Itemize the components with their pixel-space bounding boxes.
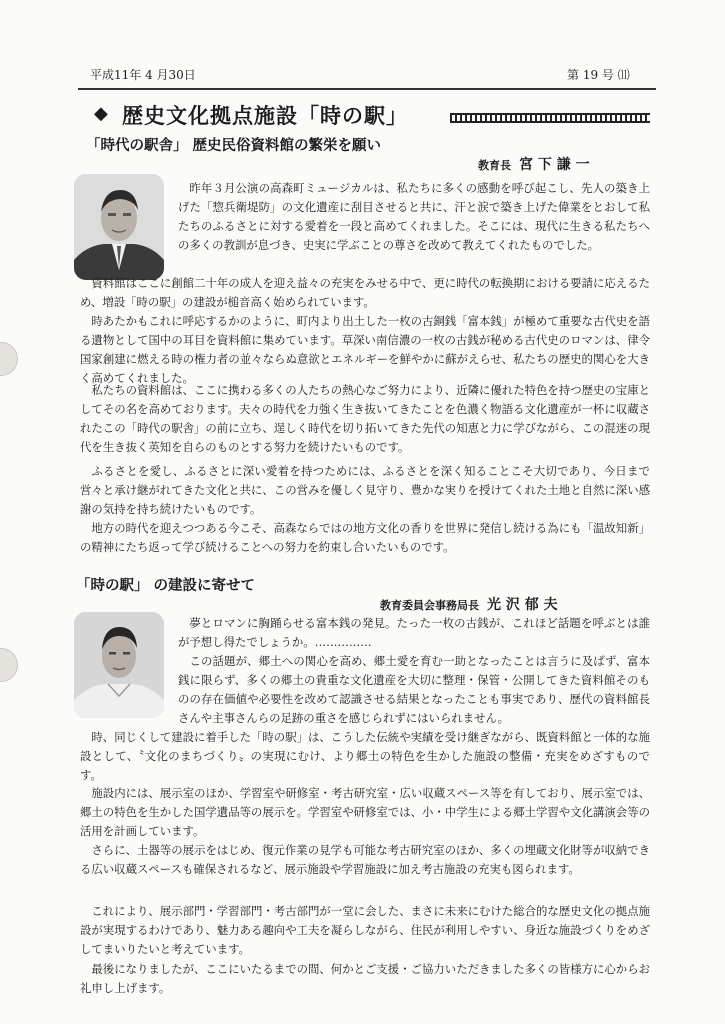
article1-author-name: 宮 下 謙 一 (519, 157, 590, 173)
article1-paragraph: 時あたかもこれに呼応するかのように、町内より出土した一枚の古銅銭「富本銭」が極めて重要な古代史を語る遺物として国中の耳目を資料館に集めています。草深い南信濃の一枚の古銭が秘める古代史のロマンは、律令国家創建に燃える時の権力者の並々ならぬ意欲とエネルギーを鮮やかに蘇がえらせ、私たちの歴史的関心を大きく高めてくれました。 (80, 314, 650, 385)
issue-number: 第 19 号 ⑾ (567, 68, 630, 82)
article2-paragraph: これにより、展示部門・学習部門・考古部門が一堂に会した、まさに未来にむけた総合的な歴史文化の拠点施設が実現するわけであり、魅力ある趣向や工夫を凝らしながら、住民が利用しやすい、身近な施設づくりをめざしてまいりたいと考えています。 (80, 904, 650, 956)
page-title: 歴史文化拠点施設「時の駅」 (122, 103, 408, 128)
article2-paragraph: 施設内には、展示室のほか、学習室や研修室・考古研究室・広い収蔵スペース等を有しており、展示室では、郷土の特色を生かした国学遺品等の展示を。学習室や研修室では、小・中学生による郷土学習や文化講演会等の活用を計画しています。 (80, 786, 650, 838)
article1-paragraph: 資料館はここに創館二十年の成人を迎え益々の充実をみせる中で、更に時代の転換期における要請に応えるため、増設「時の駅」の建設が槌音高く始められています。 (80, 276, 650, 309)
article1-author (478, 154, 590, 174)
article2-paragraph: 夢とロマンに胸踊らせる富本銭の発見。たった一枚の古銭が、これほど話題を呼ぶとは誰が予想し得たでしょうか。…………… (178, 616, 650, 649)
binder-hole (0, 648, 18, 682)
article2-heading: 「時の駅」 の建設に寄せて (76, 578, 256, 594)
diamond-icon: ◆ (94, 103, 108, 124)
article2-paragraph: 最後になりましたが、ここにいたるまでの間、何かとご支援・ご協力いただきました多くの皆様方に心からお礼申し上げます。 (80, 962, 650, 995)
article2-paragraph: この話題が、郷土への関心を高め、郷土愛を育む一助となったことは言うに及ばず、富本銭に限らず、多くの郷土の貴重な文化遺産を大切に整理・保管・公開してきた資料館そのものの存在価値や必要性を改めて認識させる結果となったことも事実であり、歴代の資料館長さんや主事さんらの足跡の重さを感じられずにはいられません。 (178, 654, 650, 725)
article1-paragraph: 私たちの資料館は、ここに携わる多くの人たちの熱心なご努力により、近隣に優れた特色を持つ歴史の宝庫としてその名を高めております。夫々の時代を力強く生き抜いてきたことを色濃く物語る文化遺産が一杯に収蔵されたこの「時代の駅舎」の前に立ち、逞しく時代を切り拓いてきた先代の知恵と力に学びながら、この混迷の現代を生き抜く英知を自らのものとする努力を続けたいものです。 (80, 383, 650, 454)
article1-paragraph: ふるさとを愛し、ふるさとに深い愛着を持つためには、ふるさとを深く知ることこそ大切であり、今日まで営々と承け継がれてきた文化と共に、この営みを優しく見守り、豊かな実りを授けてくれた土地と自然に深い感謝の気持を持ち続けたいものです。 (80, 464, 650, 516)
article1-paragraph: 地方の時代を迎えつつある今こそ、高森ならではの地方文化の香りを世界に発信し続ける為にも「温故知新」の精神にたち返って学び続けることへの努力を約束し合いたいものです。 (80, 521, 650, 554)
article2-paragraph: 時、同じくして建設に着手した「時の駅」は、こうした伝統や実績を受け継ぎながら、既資料館と一体的な施設として、〝文化のまちづくり〟の実現にむけ、より郷土の特色を生かした施設の整備・充実をめざすものです。 (80, 730, 650, 782)
article1-heading: 「時代の駅舎」 歴史民俗資料館の繁栄を願い (86, 138, 382, 154)
title-decoration (450, 113, 650, 123)
author-photo-miyashita (74, 174, 164, 280)
article1-paragraph: 昨年３月公演の高森町ミュージカルは、私たちに多くの感動を呼び起こし、先人の築き上げた「惣兵衛堤防」の文化遺産に刮目させると共に、汗と涙で築き上げた偉業をとおして私たちのふるさとに対する愛着を一段と高めてくれました。そこには、現代に生きる私たちへの多くの教訓が息づき、史実に学ぶことの尊さを改めて教えてくれたものでした。 (178, 181, 650, 252)
article1-author-role: 教育長 (478, 159, 511, 172)
author-photo-mitsuzawa (74, 612, 164, 718)
article2-author-name: 光 沢 郁 夫 (487, 597, 558, 613)
issue-date: 平成11年 4 月30日 (90, 68, 196, 82)
header-rule (78, 88, 656, 90)
article2-author (380, 594, 558, 614)
article2-author-role: 教育委員会事務局長 (380, 599, 479, 612)
binder-hole (0, 342, 18, 376)
article2-paragraph: さらに、土器等の展示をはじめ、復元作業の見学も可能な考古研究室のほか、多くの埋蔵文化財等が収納できる広い収蔵スペースも確保されるなど、展示施設や学習施設に加え考古施設の充実も図られます。 (80, 843, 650, 876)
